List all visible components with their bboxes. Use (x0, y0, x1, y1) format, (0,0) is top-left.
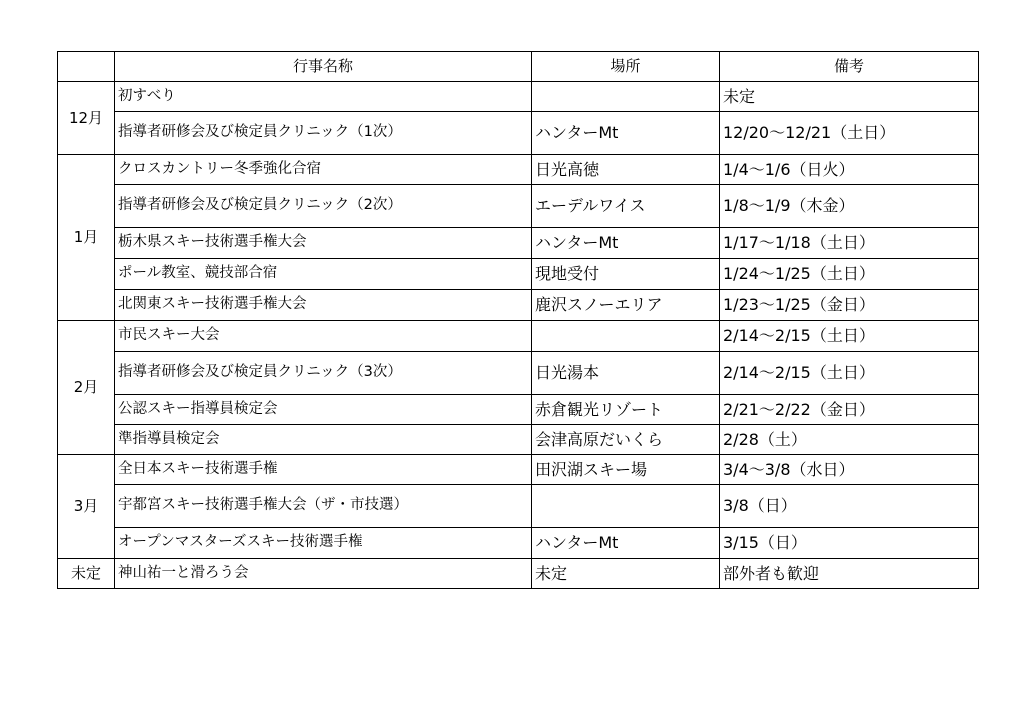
place-cell: 日光湯本 (532, 352, 720, 395)
place-cell: 田沢湖スキー場 (532, 455, 720, 485)
table-header-row (58, 52, 979, 82)
table-row (58, 559, 979, 589)
table-row (58, 112, 979, 155)
place-cell: ハンターMt (532, 528, 720, 559)
header-event-name: 行事名称 (115, 52, 532, 82)
event-name-cell: 指導者研修会及び検定員クリニック（3次） (115, 352, 532, 395)
table-row (58, 228, 979, 259)
event-name-cell: 指導者研修会及び検定員クリニック（1次） (115, 112, 532, 155)
event-name-cell: 市民スキー大会 (115, 321, 532, 352)
event-name-cell: 初すべり (115, 82, 532, 112)
note-cell: 未定 (720, 82, 979, 112)
table-row (58, 290, 979, 321)
event-name-cell: 宇都宮スキー技術選手権大会（ザ・市技選） (115, 485, 532, 528)
month-cell: 2月 (58, 321, 115, 455)
month-cell: 未定 (58, 559, 115, 589)
table-row (58, 155, 979, 185)
place-cell: 赤倉観光リゾート (532, 395, 720, 425)
table-row (58, 528, 979, 559)
table-row (58, 395, 979, 425)
place-cell: ハンターMt (532, 112, 720, 155)
place-cell: 現地受付 (532, 259, 720, 290)
event-name-cell: 指導者研修会及び検定員クリニック（2次） (115, 185, 532, 228)
table-row (58, 455, 979, 485)
note-cell: 1/23～1/25（金日） (720, 290, 979, 321)
place-cell: 未定 (532, 559, 720, 589)
event-name-cell: 栃木県スキー技術選手権大会 (115, 228, 532, 259)
table-row (58, 352, 979, 395)
event-name-cell: 全日本スキー技術選手権 (115, 455, 532, 485)
event-name-cell: クロスカントリー冬季強化合宿 (115, 155, 532, 185)
place-cell: ハンターMt (532, 228, 720, 259)
note-cell: 2/14～2/15（土日） (720, 352, 979, 395)
table-row (58, 425, 979, 455)
event-name-cell: 準指導員検定会 (115, 425, 532, 455)
event-name-cell: 神山祐一と滑ろう会 (115, 559, 532, 589)
event-name-cell: 北関東スキー技術選手権大会 (115, 290, 532, 321)
note-cell: 2/14～2/15（土日） (720, 321, 979, 352)
place-cell (532, 321, 720, 352)
table-row (58, 485, 979, 528)
table-row (58, 185, 979, 228)
place-cell (532, 82, 720, 112)
event-name-cell: オープンマスターズスキー技術選手権 (115, 528, 532, 559)
note-cell: 3/4～3/8（水日） (720, 455, 979, 485)
table-row (58, 82, 979, 112)
place-cell: エーデルワイス (532, 185, 720, 228)
note-cell: 2/28（土） (720, 425, 979, 455)
month-cell: 1月 (58, 155, 115, 321)
header-place: 場所 (532, 52, 720, 82)
header-note: 備考 (720, 52, 979, 82)
note-cell: 1/17～1/18（土日） (720, 228, 979, 259)
note-cell: 3/8（日） (720, 485, 979, 528)
month-cell: 3月 (58, 455, 115, 559)
note-cell: 1/4～1/6（日火） (720, 155, 979, 185)
place-cell: 日光高徳 (532, 155, 720, 185)
note-cell: 部外者も歓迎 (720, 559, 979, 589)
event-name-cell: ポール教室、競技部合宿 (115, 259, 532, 290)
month-cell: 12月 (58, 82, 115, 155)
event-schedule-table (57, 51, 979, 589)
header-month-cell (58, 52, 115, 82)
note-cell: 2/21～2/22（金日） (720, 395, 979, 425)
note-cell: 1/8～1/9（木金） (720, 185, 979, 228)
table-row (58, 321, 979, 352)
note-cell: 1/24～1/25（土日） (720, 259, 979, 290)
place-cell (532, 485, 720, 528)
place-cell: 会津高原だいくら (532, 425, 720, 455)
table-row (58, 259, 979, 290)
note-cell: 12/20～12/21（土日） (720, 112, 979, 155)
note-cell: 3/15（日） (720, 528, 979, 559)
place-cell: 鹿沢スノーエリア (532, 290, 720, 321)
event-name-cell: 公認スキー指導員検定会 (115, 395, 532, 425)
